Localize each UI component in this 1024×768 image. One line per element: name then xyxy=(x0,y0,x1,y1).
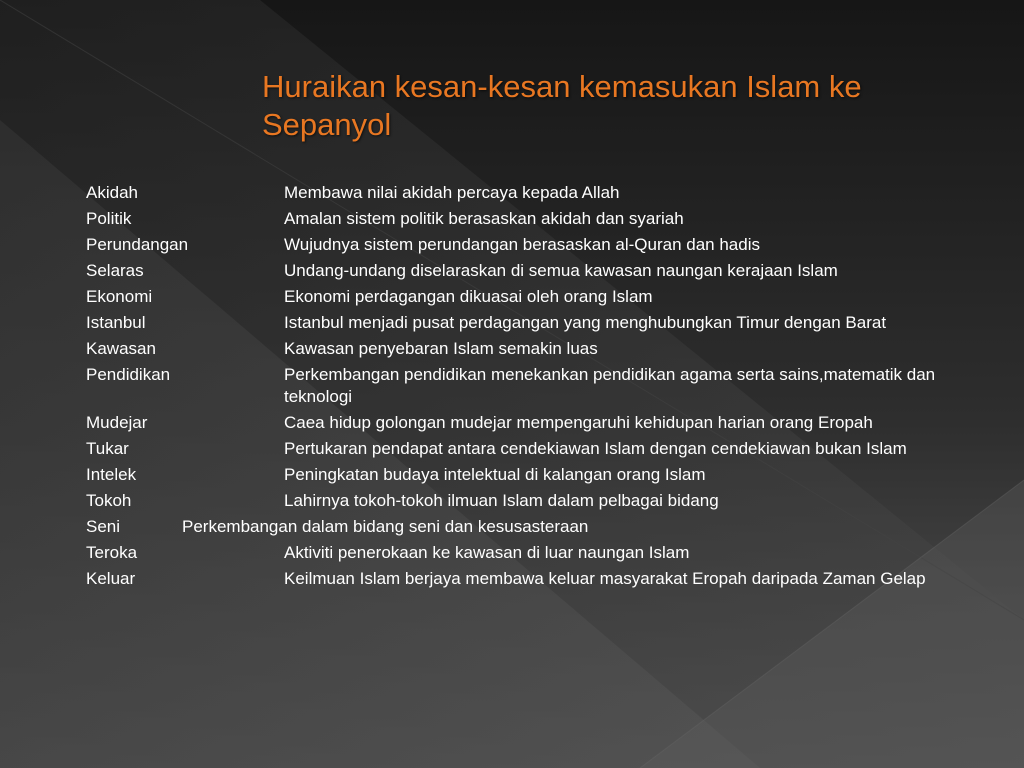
list-item xyxy=(86,568,996,590)
item-term: Politik xyxy=(86,209,132,228)
item-description: Istanbul menjadi pusat perdagangan yang menghubungkan Timur dengan Barat xyxy=(284,313,887,332)
item-term: Tukar xyxy=(86,439,129,458)
item-term: Teroka xyxy=(86,543,138,562)
item-description: Membawa nilai akidah percaya kepada Allah xyxy=(284,183,620,202)
list-item xyxy=(86,464,996,486)
item-term: Akidah xyxy=(86,183,138,202)
list-item xyxy=(86,364,996,408)
item-description: Pertukaran pendapat antara cendekiawan Islam dengan cendekiawan bukan Islam xyxy=(284,439,907,458)
item-term: Mudejar xyxy=(86,413,148,432)
list-item xyxy=(86,208,996,230)
item-term: Keluar xyxy=(86,569,136,588)
item-description: Amalan sistem politik berasaskan akidah dan syariah xyxy=(284,209,684,228)
item-term: Tokoh xyxy=(86,491,132,510)
item-description: Peningkatan budaya intelektual di kalangan orang Islam xyxy=(284,465,706,484)
item-term: Intelek xyxy=(86,465,137,484)
item-description: Caea hidup golongan mudejar mempengaruhi kehidupan harian orang Eropah xyxy=(284,413,873,432)
list-item xyxy=(86,260,996,282)
item-description: Wujudnya sistem perundangan berasaskan al-Quran dan hadis xyxy=(284,235,760,254)
item-term: Kawasan xyxy=(86,339,156,358)
slide-title: Huraikan kesan-kesan kemasukan Islam ke Sepanyol xyxy=(262,69,862,142)
list-item xyxy=(86,438,996,460)
item-description: Ekonomi perdagangan dikuasai oleh orang Islam xyxy=(284,287,653,306)
item-description: Perkembangan pendidikan menekankan pendidikan agama serta sains,matematik dan teknologi xyxy=(284,365,936,406)
list-item xyxy=(86,234,996,256)
item-description: Kawasan penyebaran Islam semakin luas xyxy=(284,339,598,358)
list-item xyxy=(86,542,996,564)
item-term: Ekonomi xyxy=(86,287,153,306)
item-description: Lahirnya tokoh-tokoh ilmuan Islam dalam pelbagai bidang xyxy=(284,491,719,510)
definition-list xyxy=(86,182,996,594)
item-term: Istanbul xyxy=(86,313,146,332)
item-term: Pendidikan xyxy=(86,365,171,384)
item-description: Keilmuan Islam berjaya membawa keluar masyarakat Eropah daripada Zaman Gelap xyxy=(284,569,926,588)
item-description: Aktiviti penerokaan ke kawasan di luar naungan Islam xyxy=(284,543,690,562)
item-term: Selaras xyxy=(86,261,144,280)
list-item xyxy=(86,516,996,538)
item-term: Seni xyxy=(86,517,121,536)
item-description: Undang-undang diselaraskan di semua kawasan naungan kerajaan Islam xyxy=(284,261,838,280)
list-item xyxy=(86,286,996,308)
item-term: Perundangan xyxy=(86,235,189,254)
list-item xyxy=(86,338,996,360)
item-description: Perkembangan dalam bidang seni dan kesusasteraan xyxy=(182,517,589,536)
list-item xyxy=(86,312,996,334)
list-item xyxy=(86,412,996,434)
list-item xyxy=(86,490,996,512)
list-item xyxy=(86,182,996,204)
